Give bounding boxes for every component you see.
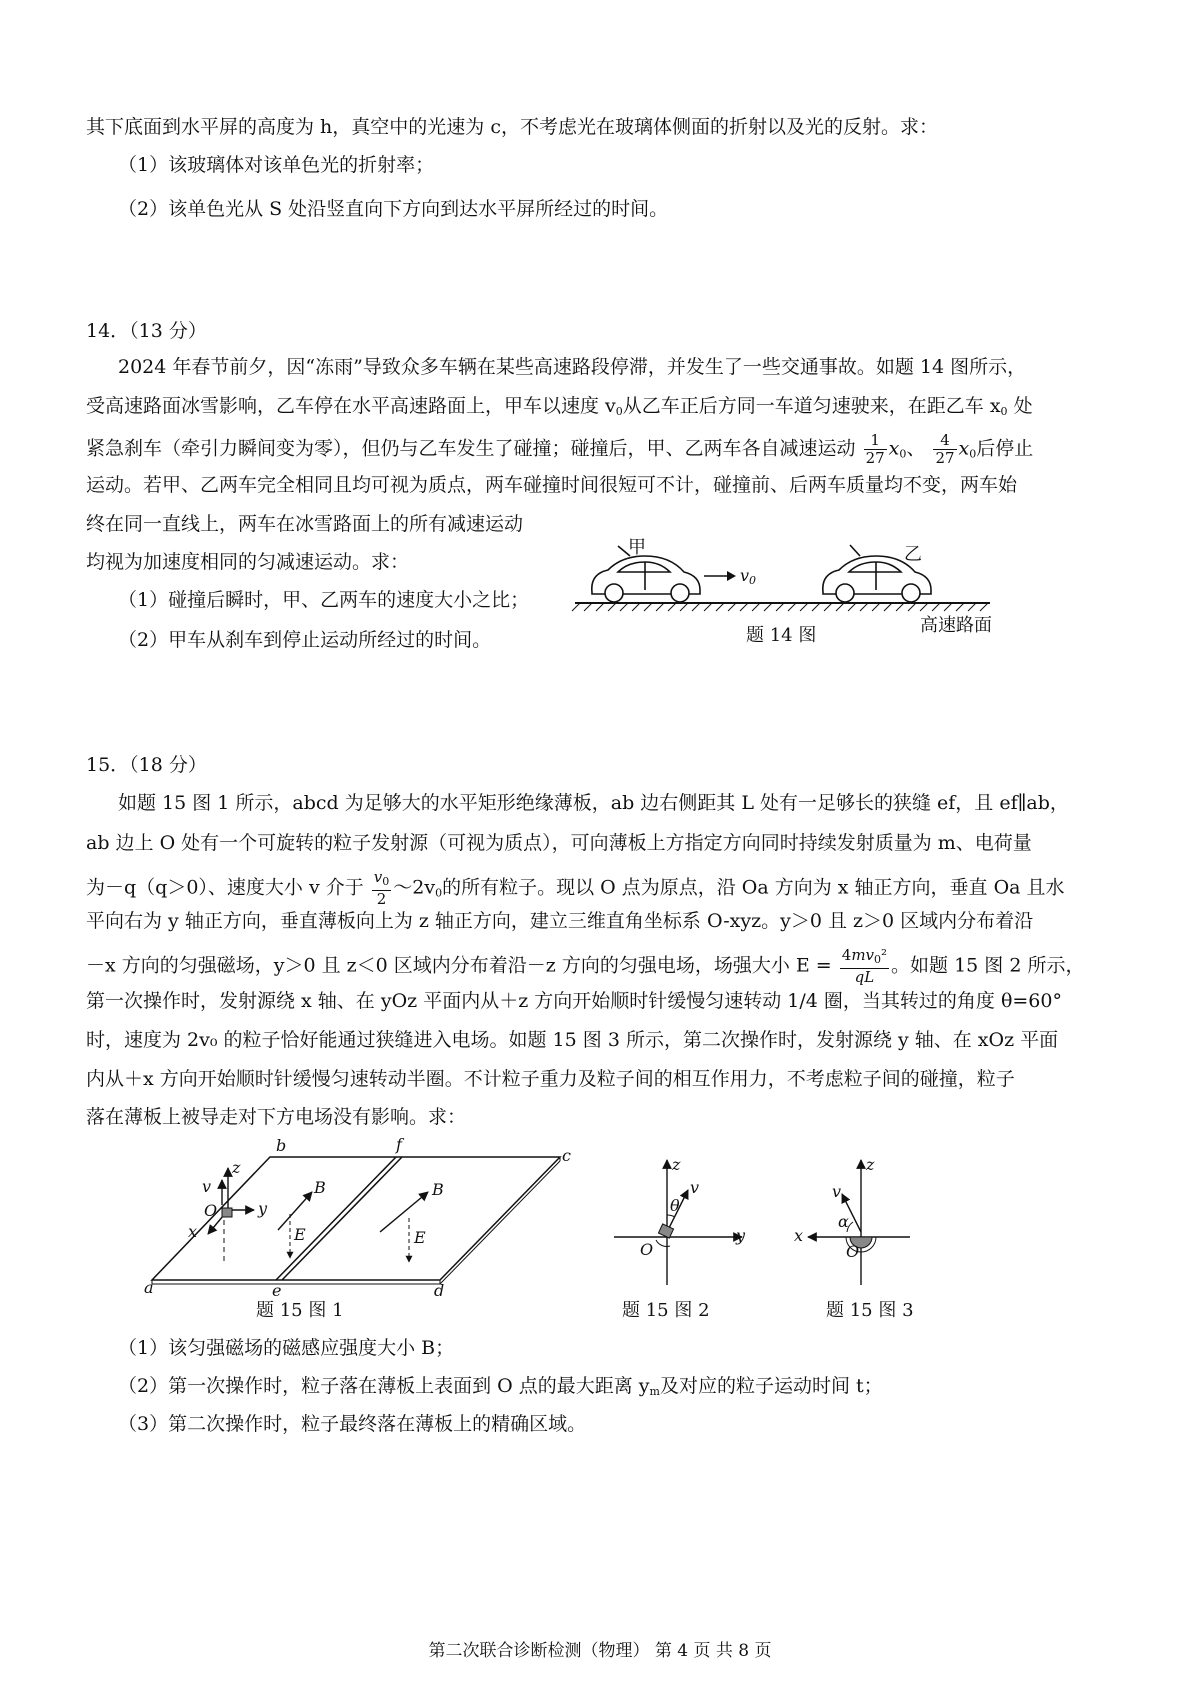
- q15-line-1: 如题 15 图 1 所示，abcd 为足够大的水平矩形绝缘薄板，ab 边右侧距其 L 处有一足够长的狭缝 ef，且 ef∥ab，: [118, 792, 1069, 814]
- field-e-label-2: E: [414, 1228, 426, 1247]
- q15-line-9: 落在薄板上被导走对下方电场没有影响。求：: [86, 1106, 467, 1128]
- q13-continuation: 其下底面到水平屏的高度为 h，真空中的光速为 c，不考虑光在玻璃体侧面的折射以及光的反射。求：: [86, 116, 938, 138]
- q14-line-6: 均视为加速度相同的匀减速运动。求：: [86, 551, 410, 573]
- fraction-1-27: $\frac{1}{27}$: [865, 431, 885, 467]
- q15-line-6: 第一次操作时，发射源绕 x 轴、在 yOz 平面内从＋z 方向开始顺时针缓慢匀速转动 1/4 圈，当其转过的角度 θ=60°: [86, 990, 1062, 1012]
- q14-line-5: 终在同一直线上，两车在冰雪路面上的所有减速运动: [86, 513, 524, 535]
- x-axis-label-fig3: x: [794, 1226, 804, 1245]
- corner-c-label: c: [562, 1146, 571, 1165]
- fraction-field-strength: $\frac{4mv_0^2}{qL}$: [841, 946, 888, 986]
- corner-d-label: d: [434, 1281, 445, 1300]
- q15-header: 15．（18 分）: [86, 754, 207, 776]
- q15-subquestion-2: （2）第一次操作时，粒子落在薄板上表面到 O 点的最大距离 $y_m$及对应的粒子运动时间 t；: [118, 1375, 883, 1398]
- theta-label: θ: [670, 1196, 680, 1215]
- slit-e-label: e: [272, 1281, 282, 1300]
- q15-line-4: 平向右为 y 轴正方向，垂直薄板向上为 z 轴正方向，建立三维直角坐标系 O-xyz。y＞0 且 z＞0 区域内分布着沿: [86, 910, 1034, 932]
- q15-subquestion-3: （3）第二次操作时，粒子最终落在薄板上的精确区域。: [118, 1413, 587, 1435]
- q15-line-7: 时，速度为 2v₀ 的粒子恰好能通过狭缝进入电场。如题 15 图 3 所示，第二次操作时，发射源绕 y 轴、在 xOz 平面: [86, 1029, 1059, 1051]
- q13-subquestion-2: （2）该单色光从 S 处沿竖直向下方向到达水平屏所经过的时间。: [118, 198, 669, 220]
- q14-subquestion-2: （2）甲车从刹车到停止运动所经过的时间。: [118, 629, 492, 651]
- figure-15-1-caption: 题 15 图 1: [256, 1300, 344, 1321]
- q14-header: 14．（13 分）: [86, 320, 207, 342]
- velocity-label-fig3: v: [832, 1182, 842, 1201]
- q14-line-4: 运动。若甲、乙两车完全相同且均可视为质点，两车碰撞时间很短可不计，碰撞前、后两车质量均不变，两车始: [86, 474, 1018, 496]
- y-axis-label-fig1: y: [258, 1199, 268, 1218]
- plate-outline: [152, 1157, 560, 1284]
- fraction-4-27: $\frac{4}{27}$: [935, 431, 955, 467]
- q15-line-8: 内从＋x 方向开始顺时针缓慢匀速转动半圈。不计粒子重力及粒子间的相互作用力，不考虑粒子间的碰撞，粒子: [86, 1068, 1015, 1090]
- x-axis-label-fig1: x: [188, 1222, 198, 1241]
- car-a-label: 甲: [628, 537, 646, 558]
- q14-subquestion-1: （1）碰撞后瞬时，甲、乙两车的速度大小之比；: [118, 589, 530, 611]
- q14-line-3: 紧急刹车（牵引力瞬间变为零），但仍与乙车发生了碰撞；碰撞后，甲、乙两车各自减速运动 $\frac{1}{27}$ $x_0$、 $\frac{4}{27}$ $x_0$后停止: [86, 431, 1034, 467]
- z-axis-label-fig3: z: [866, 1155, 875, 1174]
- figure-15-3-caption: 题 15 图 3: [826, 1300, 914, 1321]
- z-axis-label-fig2: z: [672, 1155, 681, 1174]
- origin-label-fig1: O: [204, 1201, 218, 1220]
- q14-line-2: 受高速路面冰雪影响，乙车停在水平高速路面上，甲车以速度 $v_0$从乙车正后方同一车道匀速驶来，在距乙车 $x_0$ 处: [86, 395, 1033, 418]
- origin-label-fig2: O: [640, 1240, 654, 1259]
- q15-line-5: －x 方向的匀强磁场，y＞0 且 z＜0 区域内分布着沿－z 方向的匀强电场，场强大小 E = $\frac{4mv_0^2}{qL}$ 。如题 15 图 2 所示，: [86, 946, 1085, 986]
- velocity-label-fig2: v: [690, 1178, 700, 1197]
- velocity-label-fig1: v: [202, 1177, 212, 1196]
- field-b-label-2: B: [432, 1180, 444, 1199]
- field-b-label-1: B: [314, 1178, 326, 1197]
- corner-b-label: b: [276, 1136, 287, 1155]
- alpha-label: α: [838, 1212, 849, 1231]
- fraction-v0-over-2: $\frac{v_0}{2}$: [373, 868, 390, 908]
- origin-label-fig3: O: [846, 1242, 860, 1261]
- road-label: 高速路面: [920, 615, 992, 636]
- q14-line-1: 2024 年春节前夕，因“冻雨”导致众多车辆在某些高速路段停滞，并发生了一些交通事故。如题 14 图所示，: [118, 356, 1027, 378]
- figure-14-caption: 题 14 图: [746, 625, 817, 646]
- car-b-label: 乙: [904, 544, 922, 565]
- slit-f-label: f: [396, 1135, 402, 1154]
- page-footer: 第二次联合诊断检测（物理） 第 4 页 共 8 页: [428, 1641, 772, 1661]
- z-axis-label-fig1: z: [232, 1158, 241, 1177]
- q13-subquestion-1: （1）该玻璃体对该单色光的折射率；: [118, 154, 435, 176]
- figure-15-2-caption: 题 15 图 2: [622, 1300, 710, 1321]
- q15-subquestion-1: （1）该匀强磁场的磁感应强度大小 B；: [118, 1337, 455, 1359]
- field-e-label-1: E: [294, 1225, 306, 1244]
- y-axis-label-fig2: y: [736, 1226, 746, 1245]
- corner-a-label: a: [144, 1278, 154, 1297]
- q15-line-3: 为－q（q＞0）、速度大小 v 介于 $\frac{v_0}{2}$ $\sim 2v_0$的所有粒子。现以 O 点为原点，沿 Oa 方向为 x 轴正方向，垂直 Oa 且水: [86, 868, 1065, 908]
- velocity-label: $v_0$: [740, 566, 757, 587]
- q15-line-2: ab 边上 O 处有一个可旋转的粒子发射源（可视为质点），可向薄板上方指定方向同时持续发射质量为 m、电荷量: [86, 832, 1032, 854]
